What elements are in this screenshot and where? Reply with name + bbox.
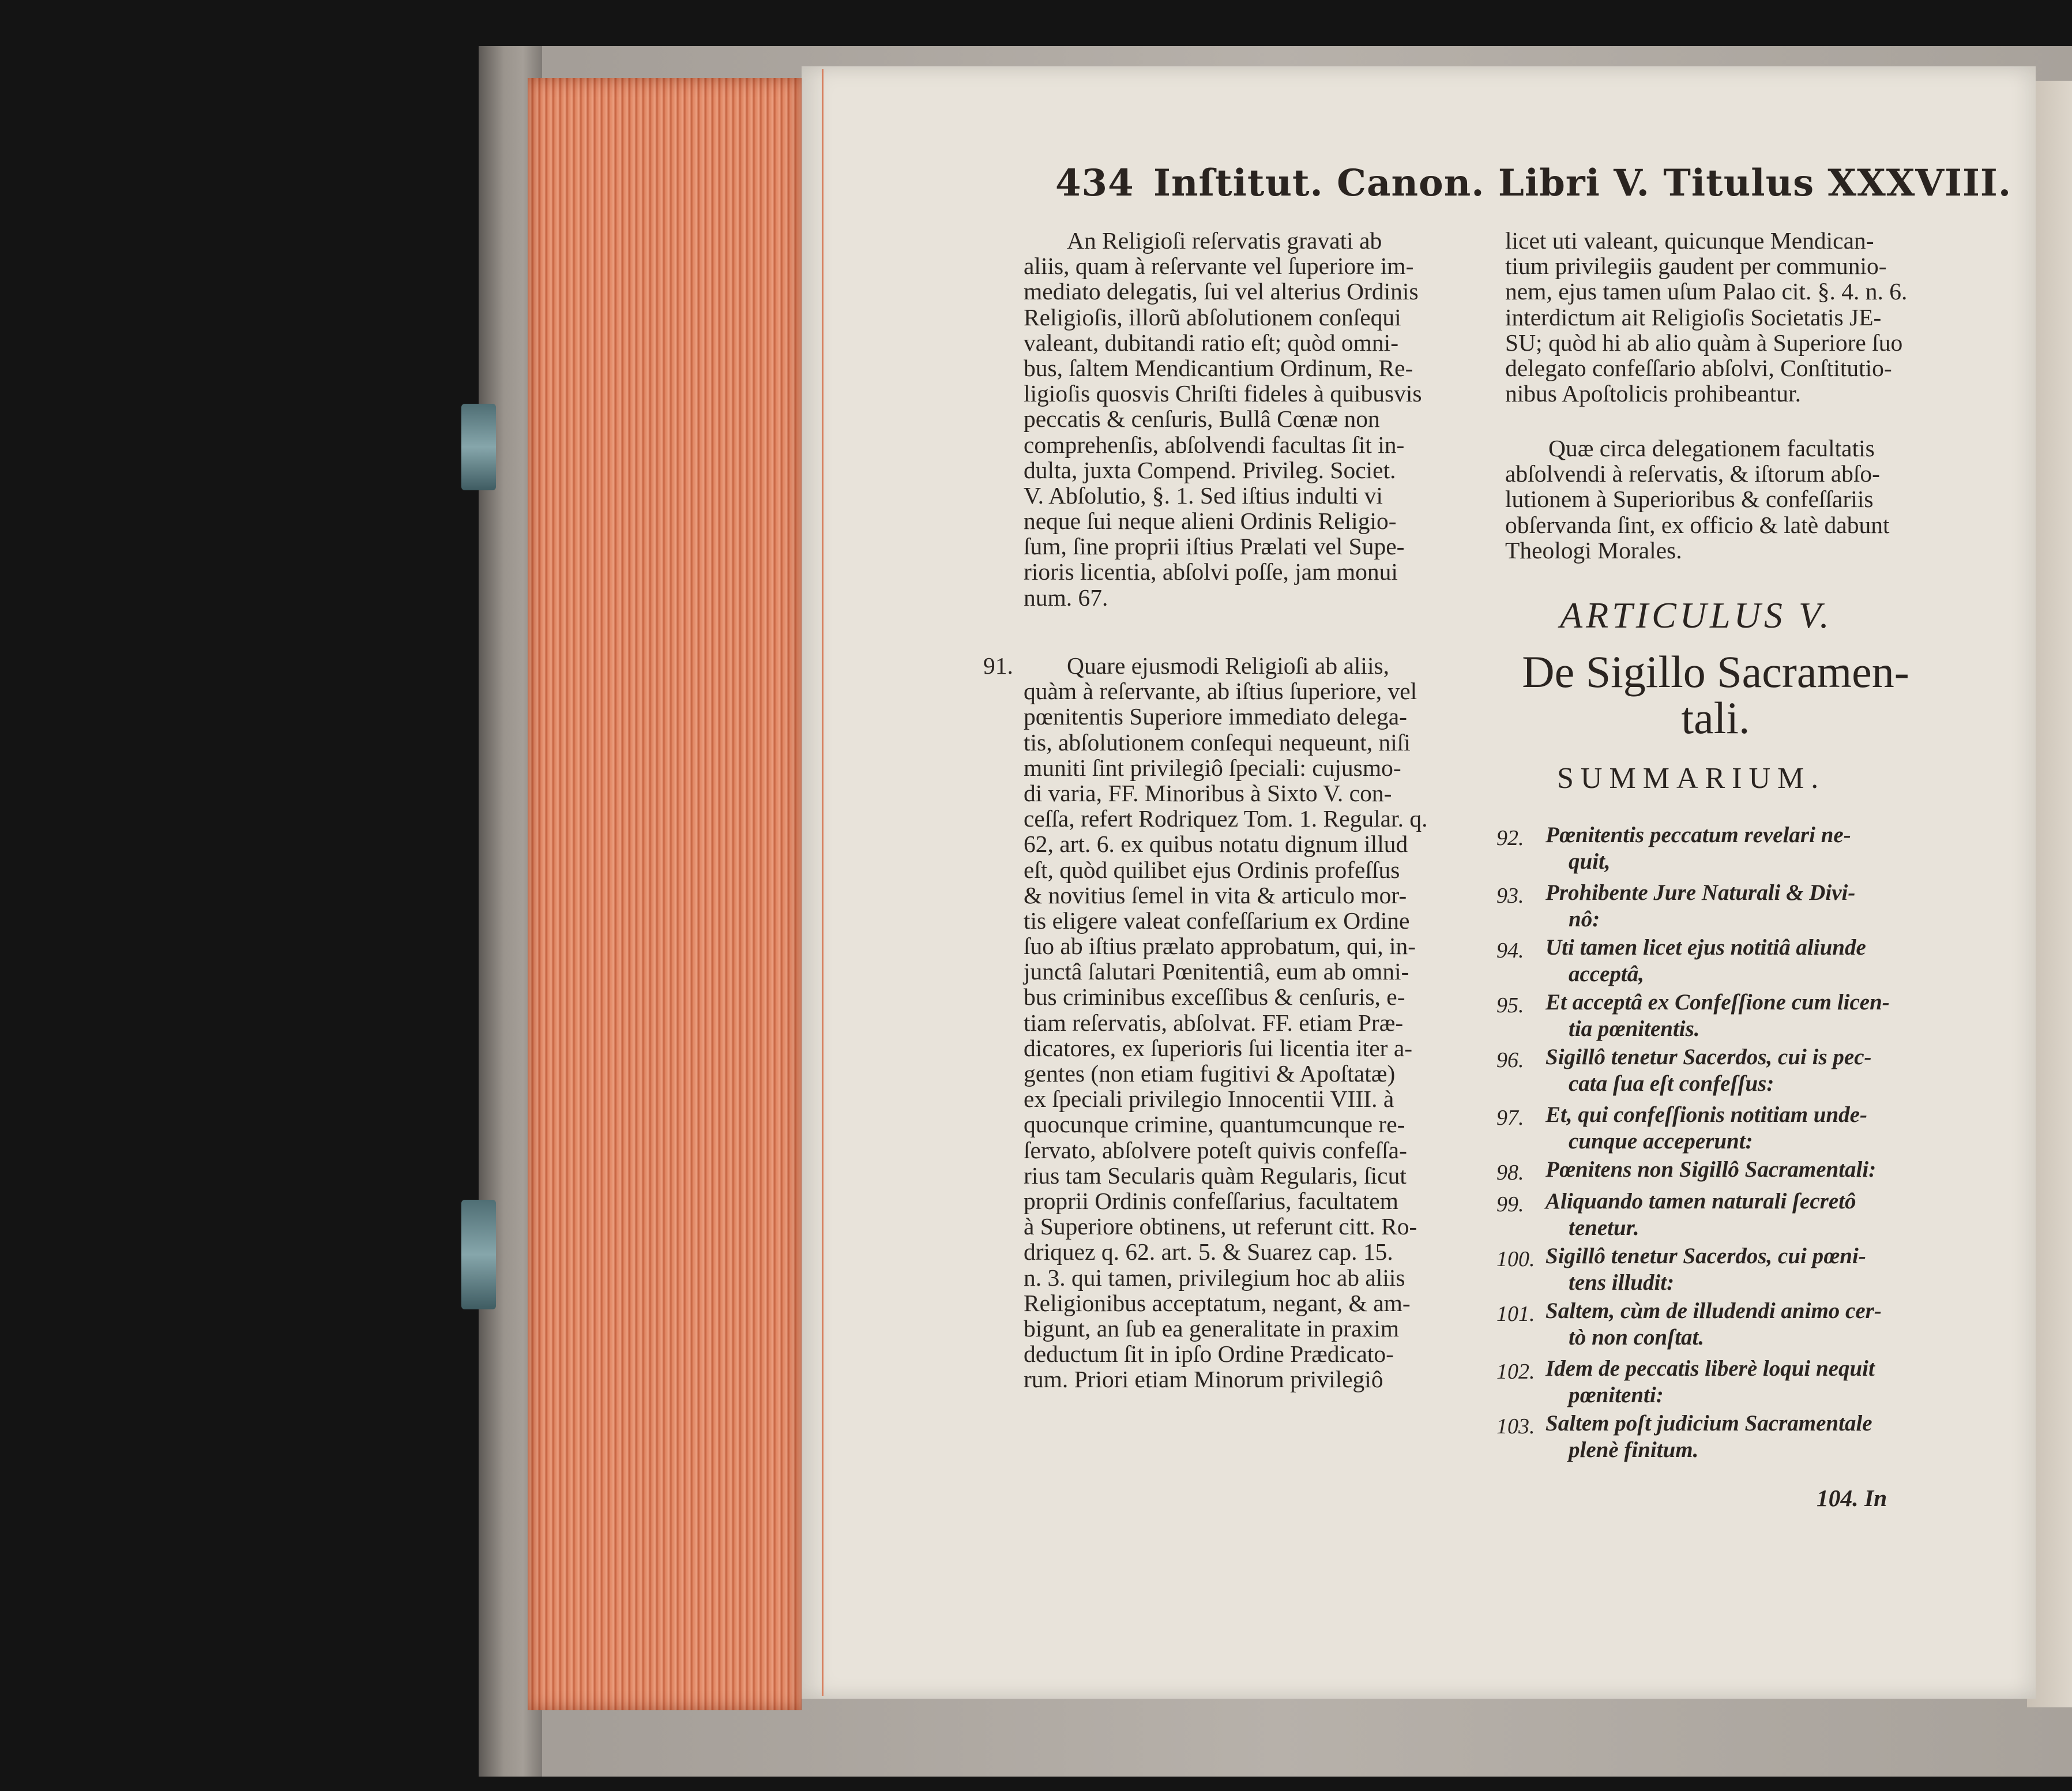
text-line: aliis, quam à reſervante vel ſuperiore im-: [1024, 253, 1414, 280]
summary-text-line: tens illudit:: [1569, 1270, 1675, 1295]
summary-number: 97.: [1496, 1106, 1524, 1130]
left-paragraph-2: [1024, 653, 1485, 1392]
text-line: & novitius ſemel in vita & articulo mor-: [1024, 881, 1407, 908]
summary-text-line: Et, qui confeſſionis notitiam unde-: [1545, 1102, 1867, 1127]
summary-text-line: tia pœnitentis.: [1569, 1016, 1700, 1041]
summary-text-line: Sigillô tenetur Sacerdos, cui is pec-: [1545, 1045, 1872, 1069]
text-line: bus criminibus exceſſibus & cenſuris, e-: [1024, 983, 1405, 1011]
summary-number: 101.: [1496, 1302, 1535, 1326]
summary-text-line: Saltem, cùm de illudendi animo cer-: [1545, 1298, 1882, 1323]
page-gutter-line: [822, 69, 823, 1696]
text-line: obſervanda ſint, ex officio & latè dabunt: [1505, 511, 1890, 538]
article-title-line-1: De Sigillo Sacramen-: [1522, 647, 1909, 697]
text-line: junctâ ſalutari Pœnitentiâ, eum ab omni-: [1024, 958, 1409, 985]
summary-text-line: cunque acceperunt:: [1569, 1129, 1753, 1154]
text-line: n. 3. qui tamen, privilegium hoc ab aliis: [1024, 1264, 1405, 1291]
summary-text-line: quit,: [1569, 849, 1611, 874]
text-line: pœnitentis Superiore immediato delega-: [1024, 703, 1407, 730]
summary-number: 94.: [1496, 938, 1524, 963]
summary-number: 103.: [1496, 1414, 1535, 1439]
text-line: Quare ejusmodi Religioſi ab aliis,: [1067, 652, 1389, 679]
summary-text-line: Aliquando tamen naturali ſecretô: [1545, 1189, 1856, 1214]
spine-band-upper: [461, 404, 496, 490]
text-line: ſum, ſine proprii iſtius Prælati vel Supe-: [1024, 533, 1405, 560]
summary-text-line: Et acceptâ ex Confeſſione cum licen-: [1545, 990, 1890, 1015]
summary-text-line: pœnitenti:: [1569, 1383, 1664, 1407]
catchword: 104. In: [1817, 1485, 1887, 1511]
text-line: Quæ circa delegationem facultatis: [1548, 435, 1875, 461]
article-title-line-2: tali.: [1681, 693, 1750, 743]
text-line: bus, ſaltem Mendicantium Ordinum, Re-: [1024, 354, 1413, 381]
text-line: rioris licentia, abſolvi poſſe, jam monui: [1024, 558, 1398, 585]
summary-number: 102.: [1496, 1360, 1535, 1384]
text-line: ſuo ab iſtius prælato approbatum, qui, in-: [1024, 933, 1416, 960]
text-line: Religionibus acceptatum, negant, & am-: [1024, 1289, 1411, 1316]
text-line: di varia, FF. Minoribus à Sixto V. con-: [1024, 779, 1392, 806]
summary-number: 93.: [1496, 884, 1524, 908]
summary-text-line: Sigillô tenetur Sacerdos, cui pœni-: [1545, 1244, 1866, 1268]
text-line: quàm à reſervante, ab iſtius ſuperiore, vel: [1024, 678, 1417, 705]
summary-number: 98.: [1496, 1161, 1524, 1185]
summary-text-line: acceptâ,: [1569, 962, 1645, 986]
marginal-number: 91.: [983, 652, 1013, 679]
text-line: tiam reſervatis, abſolvat. FF. etiam Præ-: [1024, 1009, 1404, 1036]
summary-text-line: tò non conſtat.: [1569, 1325, 1705, 1350]
running-title: Inſtitut. Canon. Libri V. Titulus XXXVIII.: [1153, 162, 2012, 205]
text-line: gentes (non etiam fugitivi & Apoſtatæ): [1024, 1060, 1396, 1087]
text-line: nibus Apoſtolicis prohibeantur.: [1505, 380, 1801, 407]
text-line: muniti ſint privilegiô ſpeciali: cujusmo-: [1024, 754, 1401, 781]
summary-text-line: Pœnitens non Sigillô Sacramentali:: [1545, 1157, 1877, 1182]
text-line: SU; quòd hi ab alio quàm à Superiore ſuo: [1505, 329, 1903, 356]
text-line: tis, abſolutionem conſequi nequeunt, niſi: [1024, 729, 1411, 756]
text-line: ſervato, abſolvere poteſt quivis confeſſa-: [1024, 1136, 1407, 1163]
text-line: proprii Ordinis confeſſarius, facultatem: [1024, 1187, 1398, 1214]
text-line: tium privilegiis gaudent per communio-: [1505, 253, 1887, 280]
summary-number: 96.: [1496, 1048, 1524, 1072]
text-line: peccatis & cenſuris, Bullâ Cœnæ non: [1024, 405, 1380, 433]
text-line: mediato delegatis, ſui vel alterius Ordinis: [1024, 278, 1419, 305]
summary-number: 100.: [1496, 1247, 1535, 1271]
text-line: 62, art. 6. ex quibus notatu dignum illud: [1024, 831, 1408, 858]
text-line: dicatores, ex ſuperioris ſui licentia iter a-: [1024, 1034, 1413, 1061]
page-number: 434: [1055, 162, 1134, 205]
summarium-heading: SUMMARIUM.: [1557, 762, 1826, 795]
right-paragraph-2: [1505, 435, 1932, 563]
text-line: dulta, juxta Compend. Privileg. Societ.: [1024, 456, 1396, 483]
summary-text-line: nô:: [1569, 907, 1600, 932]
summary-text-line: plenè finitum.: [1569, 1437, 1699, 1462]
left-paragraph-1: [1024, 228, 1485, 610]
text-line: num. 67.: [1024, 584, 1108, 611]
text-line: licet uti valeant, quicunque Mendican-: [1505, 227, 1874, 254]
text-line: ceſſa, refert Rodriquez Tom. 1. Regular. q.: [1024, 805, 1428, 832]
text-line: An Religioſi reſervatis gravati ab: [1067, 227, 1382, 254]
text-line: neque ſui neque alieni Ordinis Religio-: [1024, 508, 1397, 535]
text-line: driquez q. 62. art. 5. & Suarez cap. 15.: [1024, 1238, 1393, 1266]
summary-text-line: Pœnitentis peccatum revelari ne-: [1545, 823, 1851, 847]
text-line: tis eligere valeat confeſſarium ex Ordine: [1024, 907, 1410, 934]
text-line: valeant, dubitandi ratio eſt; quòd omni-: [1024, 329, 1399, 356]
text-line: ex ſpeciali privilegio Innocentii VIII. à: [1024, 1086, 1394, 1113]
spine-band-lower: [461, 1200, 496, 1309]
text-line: V. Abſolutio, §. 1. Sed iſtius indulti vi: [1024, 482, 1383, 509]
summary-text-line: Prohibente Jure Naturali & Divi-: [1545, 880, 1856, 905]
summary-text-line: Saltem poſt judicium Sacramentale: [1545, 1411, 1872, 1436]
summary-number: 95.: [1496, 993, 1524, 1017]
text-line: bigunt, an ſub ea generalitate in praxim: [1024, 1315, 1400, 1342]
right-paragraph-1: [1505, 228, 1932, 406]
red-page-edges: [528, 78, 802, 1710]
text-line: comprehenſis, abſolvendi facultas ſit in-: [1024, 431, 1405, 458]
summary-number: 92.: [1496, 826, 1524, 850]
text-line: rius tam Secularis quàm Regularis, ſicut: [1024, 1162, 1407, 1189]
text-line: Religioſis, illorũ abſolutionem conſequi: [1024, 303, 1401, 331]
text-line: à Superiore obtinens, ut referunt citt. Ro-: [1024, 1213, 1417, 1240]
text-line: eſt, quòd quilibet ejus Ordinis profeſſus: [1024, 856, 1400, 883]
summary-text-line: tenetur.: [1569, 1215, 1639, 1240]
text-line: nem, ejus tamen uſum Palao cit. §. 4. n. 6.: [1505, 278, 1908, 305]
text-line: abſolvendi à reſervatis, & iſtorum abſo-: [1505, 460, 1880, 487]
text-line: ligioſis quosvis Chriſti fideles à quibusvis: [1024, 380, 1422, 407]
text-line: delegato confeſſario abſolvi, Conſtitutio-: [1505, 354, 1892, 381]
text-line: interdictum ait Religioſis Societatis JE-: [1505, 303, 1882, 331]
article-title: [1496, 649, 1935, 741]
text-line: Theologi Morales.: [1505, 536, 1682, 564]
text-line: rum. Priori etiam Minorum privilegiô: [1024, 1366, 1383, 1393]
text-line: deductum ſit in ipſo Ordine Prædicato-: [1024, 1341, 1394, 1368]
text-line: quocunque crimine, quantumcunque re-: [1024, 1111, 1405, 1138]
summary-text-line: Uti tamen licet ejus notitiâ aliunde: [1545, 935, 1866, 960]
text-line: lutionem à Superioribus & confeſſariis: [1505, 486, 1874, 513]
summary-text-line: Idem de peccatis liberè loqui nequit: [1545, 1356, 1875, 1381]
article-label: ARTICULUS V.: [1560, 595, 1833, 636]
summary-number: 99.: [1496, 1192, 1524, 1216]
summary-text-line: cata ſua eſt confeſſus:: [1569, 1071, 1774, 1096]
